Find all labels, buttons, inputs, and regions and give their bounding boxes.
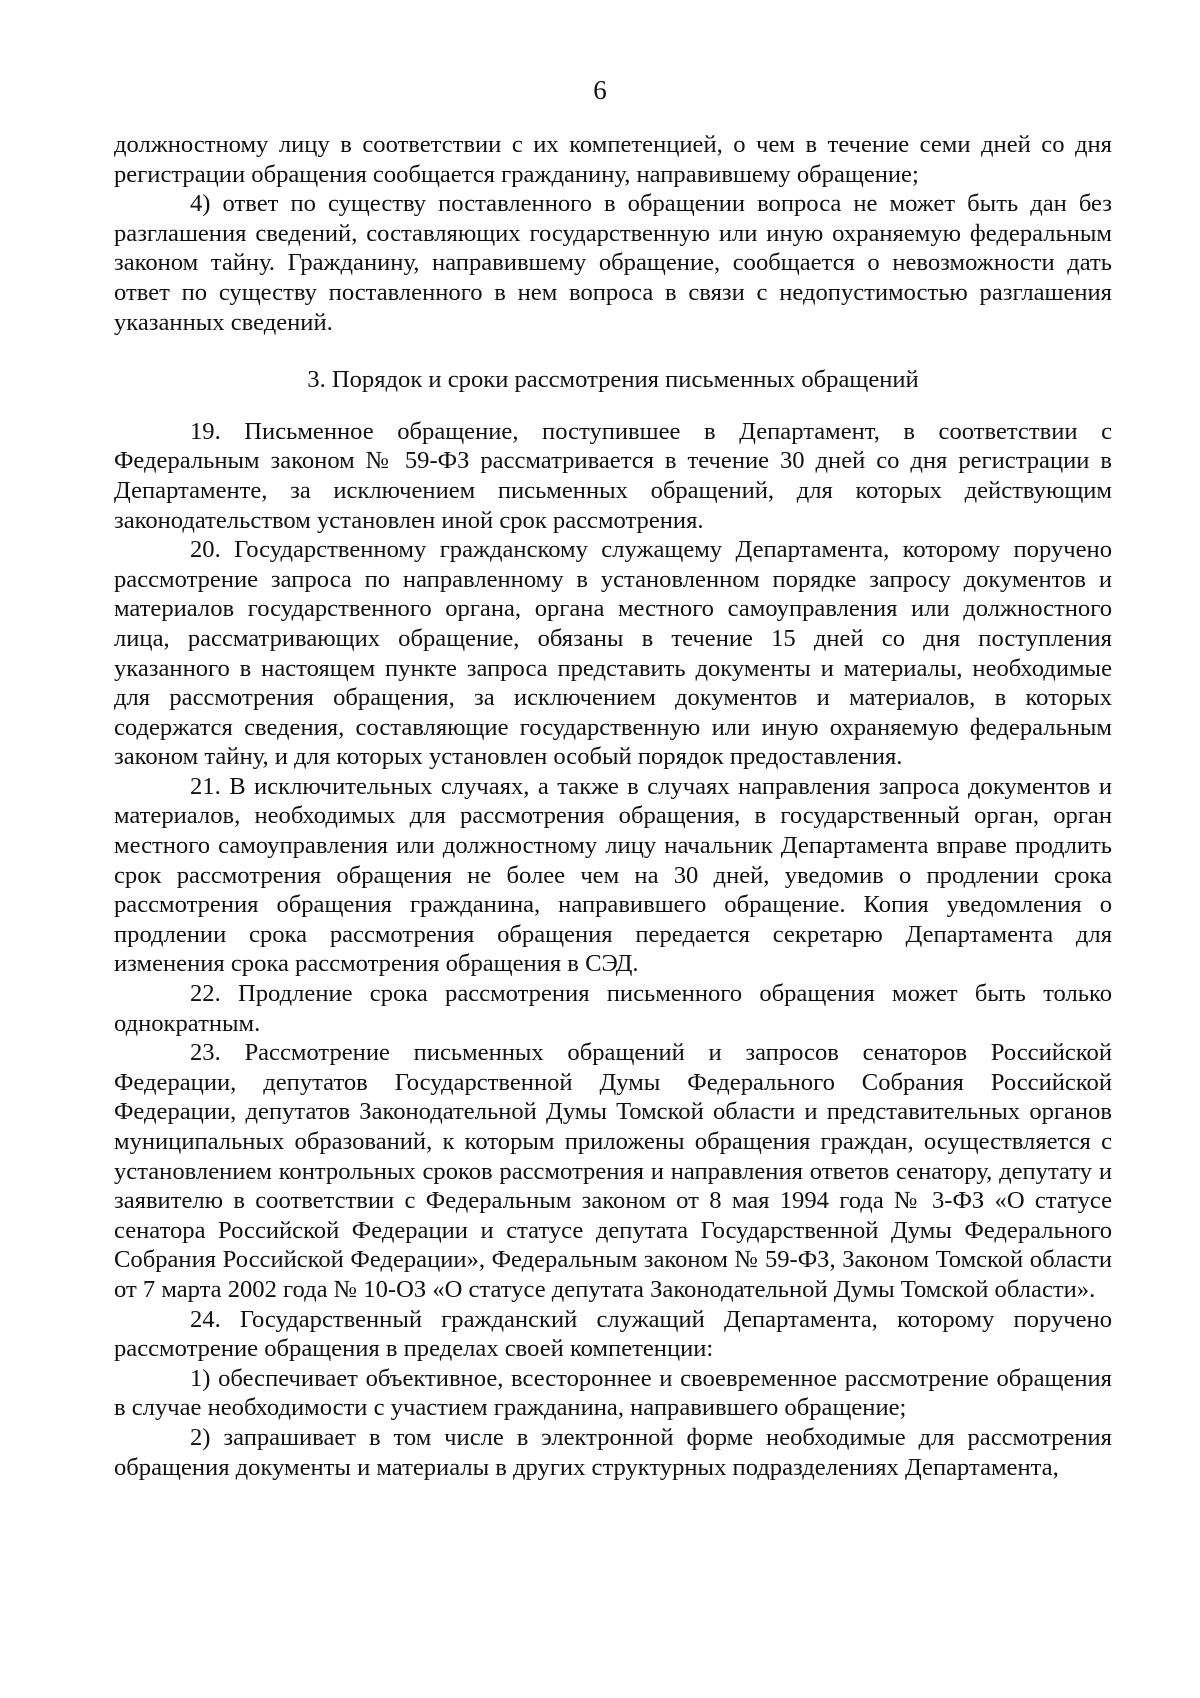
paragraph-item-4: 4) ответ по существу поставленного в обращении вопроса не может быть дан без разглашения сведений, составляющих государственную или иную охраняемую федеральным законом тайну. Гражданину, направившему обращение, сообщается о невозможности дать ответ по существу поставленного в нем вопроса в связи с недопустимостью разглашения указанных сведений. [114, 190, 1112, 336]
paragraph-21: 21. В исключительных случаях, а также в случаях направления запроса документов и материалов, необходимых для рассмотрения обращения, в государственный орган, орган местного самоуправления или должностному лицу начальник Департамента вправе продлить срок рассмотрения обращения не более чем на 30 дней, уведомив о продлении срока рассмотрения обращения гражданина, направившего обращение. Копия уведомления о продлении срока рассмотрения обращения передается секретарю Департамента для изменения срока рассмотрения обращения в СЭД. [114, 772, 1112, 978]
paragraph-23: 23. Рассмотрение письменных обращений и запросов сенаторов Российской Федерации, депутатов Государственной Думы Федерального Собрания Российской Федерации, депутатов Законодательной Думы Томской области и представительных органов муниципальных образований, к которым приложены обращения граждан, осуществляется с установлением контрольных сроков рассмотрения и направления ответов сенатору, депутату и заявителю в соответствии с Федеральным законом от 8 мая 1994 года № 3-ФЗ «О статусе сенатора Российской Федерации и статусе депутата Государственной Думы Федерального Собрания Российской Федерации», Федеральным законом № 59-ФЗ, Законом Томской области от 7 марта 2002 года № 10-ОЗ «О статусе депутата Законодательной Думы Томской области». [114, 1039, 1112, 1303]
paragraph-24: 24. Государственный гражданский служащий Департамента, которому поручено рассмотрение обращения в пределах своей компетенции: [114, 1305, 1112, 1363]
document-body [114, 130, 1112, 1482]
page-number: 6 [593, 75, 607, 105]
paragraph-20: 20. Государственному гражданскому служащему Департамента, которому поручено рассмотрение запроса по направленному в установленном порядке запросу документов и материалов государственного органа, органа местного самоуправления или должностного лица, рассматривающих обращение, обязаны в течение 15 дней со дня поступления указанного в настоящем пункте запроса представить документы и материалы, необходимые для рассмотрения обращения, за исключением документов и материалов, в которых содержатся сведения, составляющие государственную или иную охраняемую федеральным законом тайну, и для которых установлен особый порядок предоставления. [114, 536, 1112, 771]
paragraph-24-item-1: 1) обеспечивает объективное, всестороннее и своевременное рассмотрение обращения в случае необходимости с участием гражданина, направившего обращение; [114, 1364, 1112, 1422]
section-heading: 3. Порядок и сроки рассмотрения письменных обращений [307, 366, 919, 394]
paragraph-24-item-2: 2) запрашивает в том числе в электронной форме необходимые для рассмотрения обращения документы и материалы в других структурных подразделениях Департамента, [114, 1423, 1112, 1481]
paragraph-22: 22. Продление срока рассмотрения письменного обращения может быть только однократным. [114, 980, 1112, 1037]
paragraph-19: 19. Письменное обращение, поступившее в Департамент, в соответствии с Федеральным законом № 59-ФЗ рассматривается в течение 30 дней со дня регистрации в Департаменте, за исключением письменных обращений, для которых действующим законодательством установлен иной срок рассмотрения. [114, 417, 1112, 534]
paragraph-continuation: должностному лицу в соответствии с их компетенцией, о чем в течение семи дней со дня регистрации обращения сообщается гражданину, направившему обращение; [114, 131, 1112, 188]
